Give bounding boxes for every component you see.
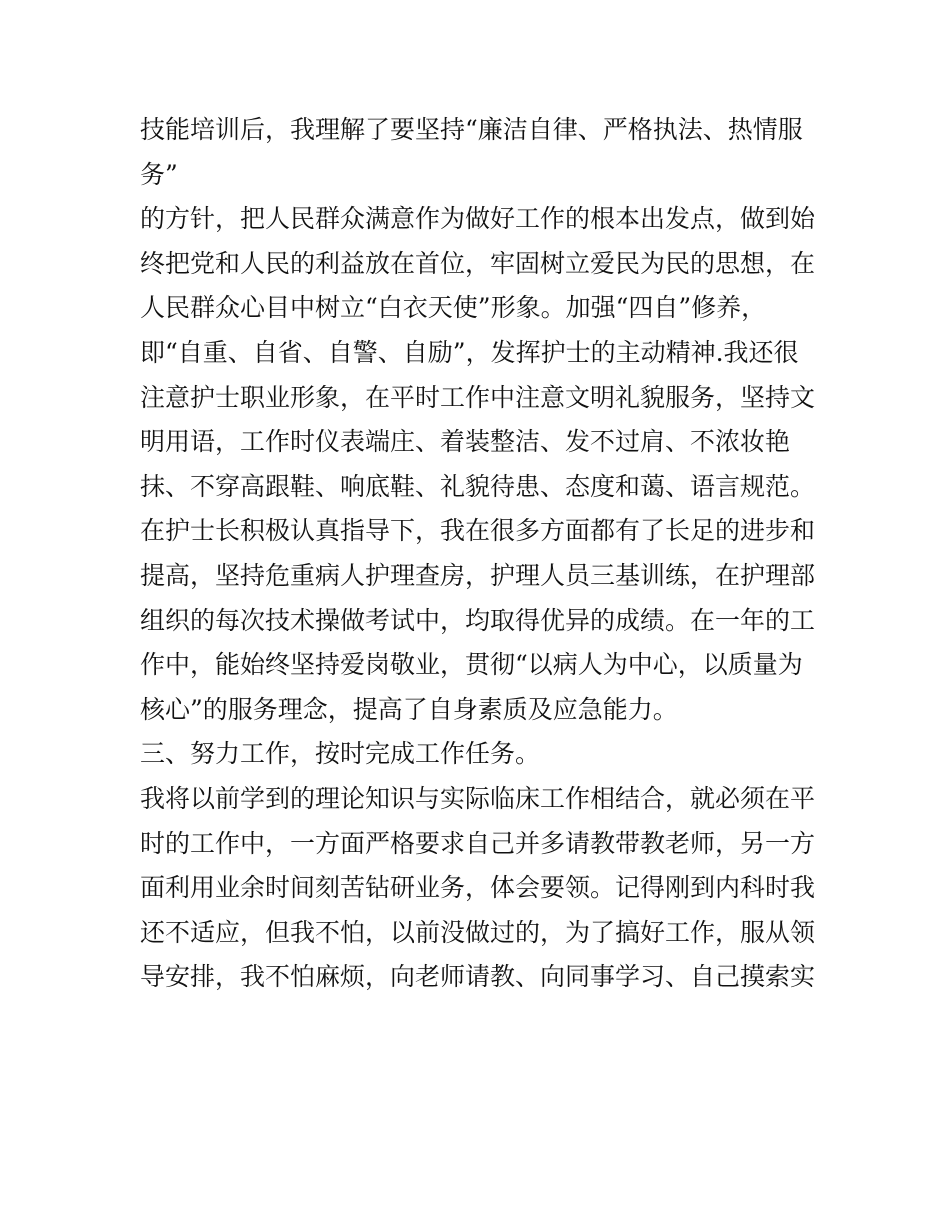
text-line: 抹、不穿高跟鞋、响底鞋、礼貌待患、态度和蔼、语言规范。 xyxy=(140,471,816,501)
text-line: 终把党和人民的利益放在首位，牢固树立爱民为民的思想，在 xyxy=(140,248,816,278)
section-heading: 三、努力工作，按时完成工作任务。 xyxy=(140,739,541,769)
text-line: 提高，坚持危重病人护理查房，护理人员三基训练，在护理部 xyxy=(140,560,816,590)
text-line: 的方针，把人民群众满意作为做好工作的根本出发点，做到始 xyxy=(140,204,816,234)
text-line: 核心”的服务理念，提高了自身素质及应急能力。 xyxy=(140,694,678,724)
text-line: 面利用业余时间刻苦钻研业务，体会要领。记得刚到内科时我 xyxy=(140,873,816,903)
text-line: 务” xyxy=(140,159,178,189)
text-line: 时的工作中，一方面严格要求自己并多请教带教老师，另一方 xyxy=(140,828,816,858)
text-line: 即“自重、自省、自警、自励”，发挥护士的主动精神.我还很 xyxy=(140,337,799,367)
text-line: 组织的每次技术操做考试中，均取得优异的成绩。在一年的工 xyxy=(140,605,816,635)
text-line: 明用语，工作时仪表端庄、着装整洁、发不过肩、不浓妆艳 xyxy=(140,427,791,457)
text-line: 人民群众心目中树立“白衣天使”形象。加强“四自”修养， xyxy=(140,293,767,323)
text-line: 作中，能始终坚持爱岗敬业，贯彻“以病人为中心，以质量为 xyxy=(140,650,803,680)
text-line: 我将以前学到的理论知识与实际临床工作相结合，就必须在平 xyxy=(140,783,816,813)
text-line: 技能培训后，我理解了要坚持“廉洁自律、严格执法、热情服 xyxy=(140,115,803,144)
body-text xyxy=(140,108,820,1000)
text-line: 还不适应，但我不怕，以前没做过的，为了搞好工作，服从领 xyxy=(140,917,816,947)
text-line: 注意护士职业形象，在平时工作中注意文明礼貌服务，坚持文 xyxy=(140,382,816,412)
text-line: 在护士长积极认真指导下，我在很多方面都有了长足的进步和 xyxy=(140,516,816,546)
text-line: 导安排，我不怕麻烦，向老师请教、向同事学习、自己摸索实 xyxy=(140,962,816,992)
